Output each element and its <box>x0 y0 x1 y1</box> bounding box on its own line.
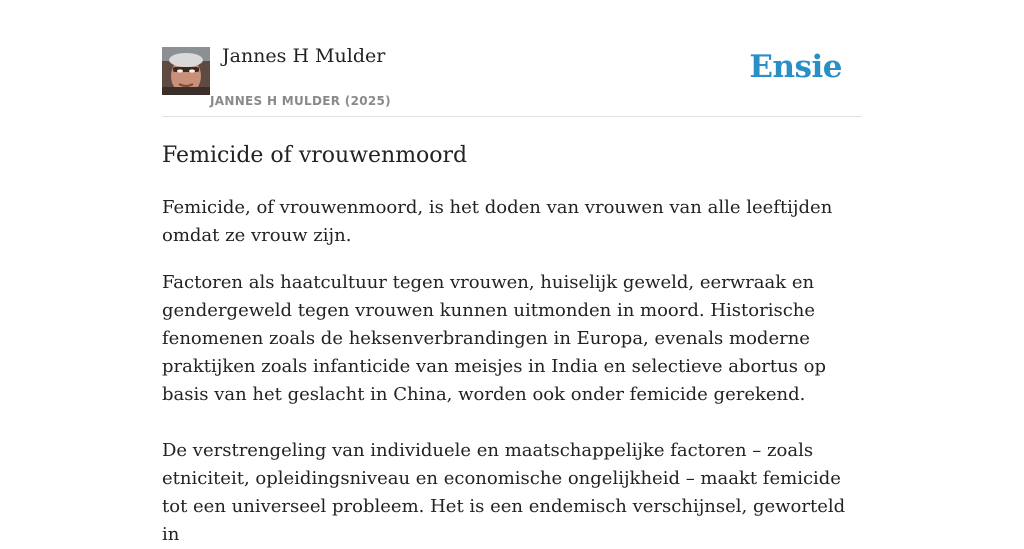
article-paragraph-3: De verstrengeling van individuele en maatschappelijke factoren – zoals etniciteit, opleidingsniveau en economische ongelijkheid – maakt femicide tot een universeel probleem. Het is een endemisch verschijnsel, geworteld in <box>162 440 846 545</box>
article-card <box>162 0 862 549</box>
author-avatar[interactable] <box>162 47 210 95</box>
article-header <box>162 0 862 117</box>
article-paragraph-1: Femicide, of vrouwenmoord, is het doden van vrouwen van alle leeftijden omdat ze vrouw zijn. <box>162 197 833 246</box>
site-logo[interactable]: Ensie <box>749 49 842 85</box>
article-title: Femicide of vrouwenmoord <box>162 143 468 168</box>
avatar-photo-icon <box>162 47 210 95</box>
article-body <box>162 117 862 549</box>
article-paragraph-2: Factoren als haatcultuur tegen vrouwen, huiselijk geweld, eerwraak en gendergeweld tegen vrouwen kunnen uitmonden in moord. Historische fenomenen zoals de heksenverbrandingen in Europa, evenals moderne praktijken zoals infanticide van meisjes in India en selectieve abortus op basis van het geslacht in China, worden ook onder femicide gerekend. <box>162 272 827 405</box>
author-attribution: JANNES H MULDER (2025) <box>210 94 391 108</box>
author-name[interactable]: Jannes H Mulder <box>222 45 386 67</box>
